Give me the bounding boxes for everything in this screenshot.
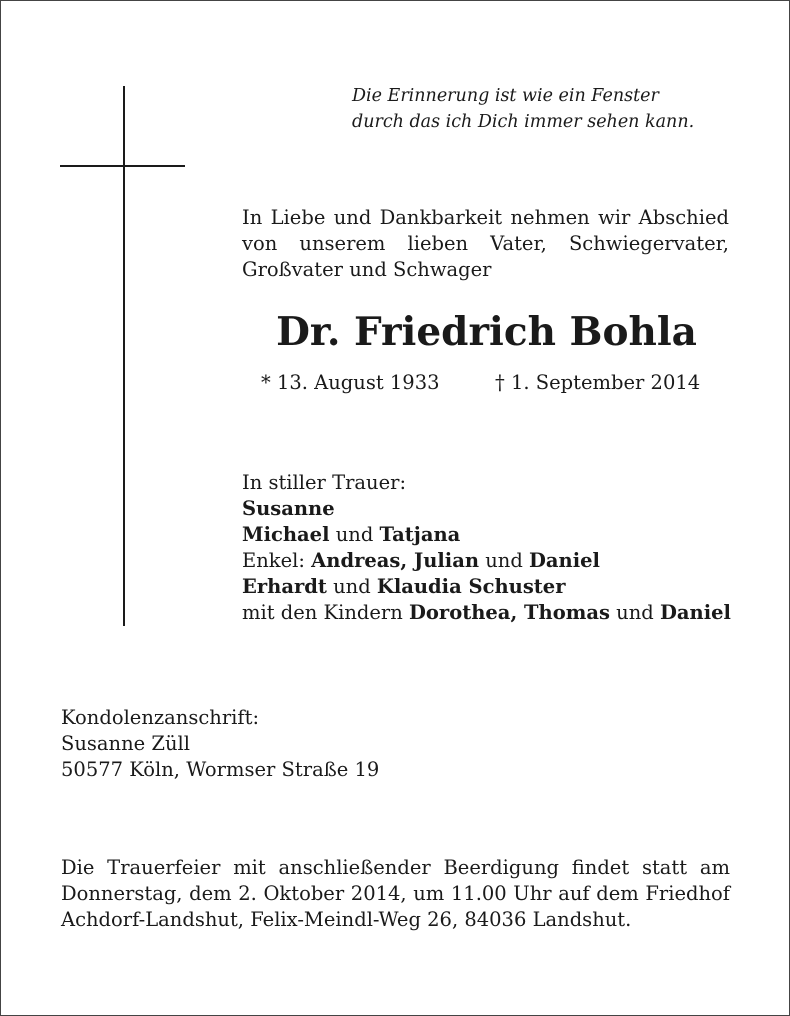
mourner-name: Daniel (529, 549, 600, 572)
mourner-line (242, 522, 742, 548)
mourner-prefix: Enkel: (242, 549, 312, 572)
mourner-line (242, 574, 742, 600)
mourner-prefix: mit den Kindern (242, 601, 410, 624)
condolence-name: Susanne Züll (61, 732, 190, 755)
intro-text: In Liebe und Dankbarkeit nehmen wir Abschied von unserem lieben Vater, Schwiegervater, Großvater und Schwager (242, 206, 729, 281)
mourners-heading: In stiller Trauer: (242, 471, 407, 494)
memorial-quote (352, 83, 742, 135)
mourner-line (242, 548, 742, 574)
cross-vertical-bar (123, 86, 125, 626)
mourner-name: Susanne (242, 497, 335, 520)
funeral-line-3: Achdorf-Landshut, Felix-Meindl-Weg 26, 84036 Landshut. (61, 908, 632, 931)
condolence-label: Kondolenzanschrift: (61, 706, 260, 729)
mourner-line (242, 600, 742, 626)
deceased-name: Dr. Friedrich Bohla (276, 309, 697, 355)
mourner-name: Klaudia Schuster (376, 575, 566, 598)
conjunction: und (479, 549, 530, 572)
death-date: † 1. September 2014 (495, 371, 701, 394)
mourner-name: Daniel (659, 601, 731, 624)
condolence-address (61, 705, 379, 783)
birth-date: * 13. August 1933 (261, 371, 440, 394)
mourner-name: Erhardt (242, 575, 327, 598)
conjunction: und (609, 601, 660, 624)
funeral-info (61, 855, 730, 933)
conjunction: und (329, 523, 380, 546)
quote-line-1: Die Erinnerung ist wie ein Fenster (352, 86, 659, 106)
mourner-names: Andreas, Julian (311, 549, 480, 572)
mourner-name: Tatjana (379, 523, 461, 546)
condolence-street: 50577 Köln, Wormser Straße 19 (61, 758, 380, 781)
cross-horizontal-bar (60, 165, 185, 167)
mourners-list (242, 470, 742, 626)
mourner-line (242, 496, 742, 522)
mourner-names: Dorothea, Thomas (409, 601, 610, 624)
quote-line-2: durch das ich Dich immer sehen kann. (352, 112, 695, 132)
mourner-name: Michael (242, 523, 330, 546)
funeral-line-2: Donnerstag, dem 2. Oktober 2014, um 11.00 Uhr auf dem Friedhof (61, 882, 730, 905)
funeral-line-1: Die Trauerfeier mit anschließender Beerdigung findet statt am (61, 856, 730, 879)
conjunction: und (326, 575, 377, 598)
